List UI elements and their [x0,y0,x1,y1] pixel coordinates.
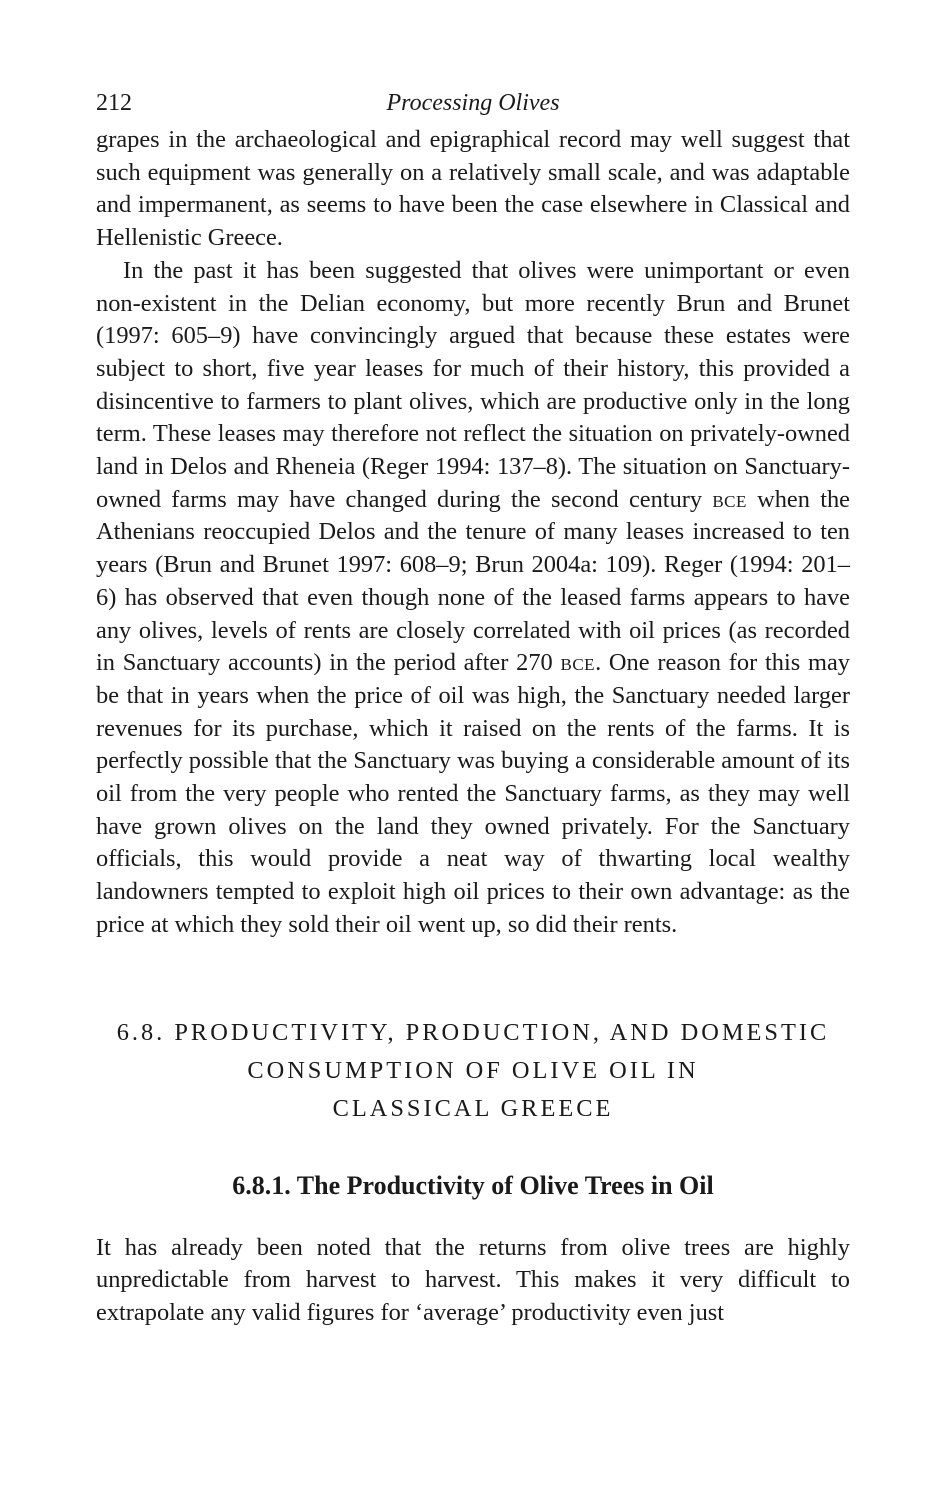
subsection-heading: 6.8.1. The Productivity of Olive Trees in Oil [232,1170,714,1200]
paragraph-delos [96,255,850,942]
era-abbreviation: bce [712,485,747,513]
book-page [96,90,850,1330]
running-head [96,90,850,124]
running-title: Processing Olives [386,90,560,116]
paragraph-text-part: when the Athenians reoccupied Delos and the tenure of many leases increased to ten years (Brun and Brunet 1997: 608–9; Brun 2004a: 109). Reger (1994: 201–6) has observed that even though none of the leased farms appears to have any olives, levels of rents are closely correlated with oil prices (as recorded in Sanctuary accounts) in the period after 270 [96,485,850,677]
page-number: 212 [96,90,132,116]
paragraph-text-part: . One reason for this may be that in years when the price of oil was high, the Sanctuary needed larger revenues for its purchase, which it raised on the rents of the farms. It is perfectly possible that the Sanctuary was buying a considerable amount of its oil from the very people who rented the Sanctuary farms, as they may well have grown olives on the land they owned privately. For the Sanctuary officials, this would provide a neat way of thwarting local wealthy landowners tempted to exploit high oil prices to their own advantage: as the price at which they sold their oil went up, so did their rents. [96,649,850,938]
body-text-continued [96,1232,850,1330]
paragraph-productivity: It has already been noted that the returns from olive trees are highly unpredictable from harvest to harvest. This makes it very difficult to extrapolate any valid figures for ‘average’ productivity even just [96,1233,850,1326]
section-heading-line: CONSUMPTION OF OLIVE OIL IN [247,1056,699,1084]
section-heading [96,1014,850,1128]
paragraph-text-part: In the past it has been suggested that olives were unimportant or even non-existent in the Delian economy, but more recently Brun and Brunet (1997: 605–9) have convincingly argued that because these estates were subject to short, five year leases for much of their history, this provided a disincentive to farmers to plant olives, which are productive only in the long term. These leases may therefore not reflect the situation on privately-owned land in Delos and Rheneia (Reger 1994: 137–8). The situation on Sanctuary-owned farms may have changed during the second century [96,256,850,513]
section-heading-line: 6.8. PRODUCTIVITY, PRODUCTION, AND DOMESTIC [116,1018,830,1046]
era-abbreviation: bce [560,649,596,677]
body-text [96,124,850,942]
paragraph-continued: grapes in the archaeological and epigraphical record may well suggest that such equipment was generally on a relatively small scale, and was adaptable and impermanent, as seems to have been the case elsewhere in Classical and Hellenistic Greece. [96,126,850,252]
section-heading-line: CLASSICAL GREECE [332,1094,614,1122]
